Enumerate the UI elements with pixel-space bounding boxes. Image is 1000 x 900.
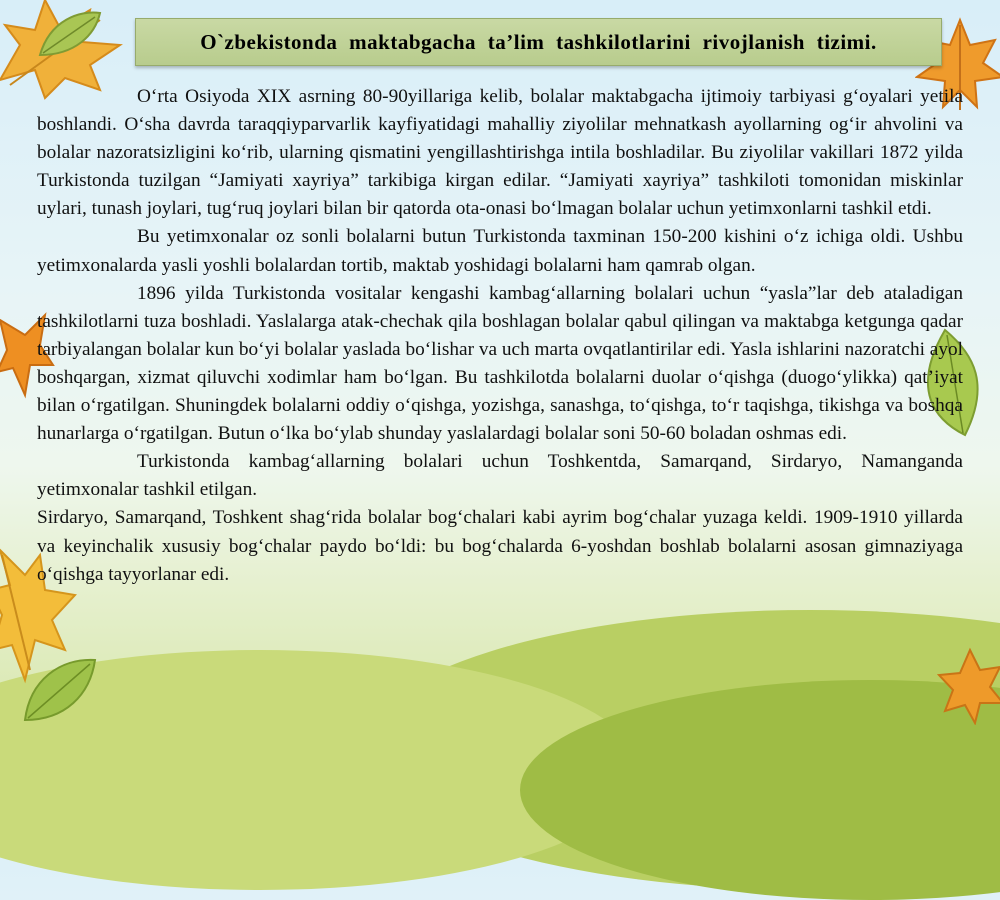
autumn-leaf-right-bottom-icon — [935, 645, 1000, 725]
green-leaf-left-bottom-icon — [20, 650, 100, 730]
paragraph-1: O‘rta Osiyoda XIX asrning 80-90yillariga kelib, bolalar maktabgacha ijtimoiy tarbiyasi g‘oyalari yetila boshlandi. O‘sha davrda taraqqiyparvarlik kayfiyatidagi mahalliy ziyolilar mehnatkash ayollarning og‘ir ahvolini va bolalar nazoratsizligini ko‘rib, ularning qismatini yengillashtirishga intila boshladilar. Bu ziyolilar vakillari 1872 yilda Turkistonda tuzilgan “Jamiyati xayriya” tarkibiga kirgan edilar. “Jamiyati xayriya” tashkiloti tomonidan miskinlar uylari, tunash joylari, tug‘ruq joylari bilan bir qatorda ota-onasi bo‘lmagan bolalar uchun yetimxonlarni tashkil etdi. — [37, 86, 963, 220]
paragraph-5: Sirdaryo, Samarqand, Toshkent shag‘rida bolalar bog‘chalari kabi ayrim bog‘chalar yuzaga keldi. 1909-1910 yillarda va keyinchalik xususiy bog‘chalar paydo bo‘ldi: bu bog‘chalarda 6-yoshdan boshlab bolalarni asosan gimnaziyaga o‘qishga tayyorlanar edi. — [37, 507, 963, 585]
title-banner — [135, 18, 942, 66]
paragraph-2: Bu yetimxonalar oz sonli bolalarni butun Turkistonda taxminan 150-200 kishini o‘z ichiga oldi. Ushbu yetimxonalarda yasli yoshli bolalardan tortib, maktab yoshidagi bolalarni ham qamrab olgan. — [37, 226, 963, 276]
green-leaf-top-left-icon — [35, 5, 105, 65]
slide-body — [37, 83, 963, 589]
paragraph-4: Turkistonda kambag‘allarning bolalari uchun Toshkentda, Samarqand, Sirdaryo, Namanganda yetimxonalar tashkil etilgan. — [37, 451, 963, 501]
paragraph-3: 1896 yilda Turkistonda vositalar kengashi kambag‘allarning bolalari uchun “yasla”lar deb ataladigan tashkilotlarni tuza boshladi. Yaslalarga atak-chechak qila boshlagan bolalar qabul qilingan va maktabga ketgunga qadar tarbiyalangan bolalar kun bo‘yi bolalar yaslada bo‘lishar va uch marta ovqatlantirilar edi. Yasla ishlarini nazoratchi ayol boshqargan, xizmat qiluvchi xodimlar ham bo‘lgan. Bu tashkilotda bolalarni duolar o‘qishga (duogo‘ylikka) qat’iyat bilan o‘rgatilgan. Shuningdek bolalarni oddiy o‘qishga, yozishga, sanashga, to‘qishga, to‘r taqishga, tikishga va boshqa hunarlarga o‘rgatilgan. Butun o‘lka bo‘ylab shunday yaslalardagi bolalar soni 50-60 boladan oshmas edi. — [37, 282, 963, 445]
slide-title: O`zbekistonda maktabgacha ta’lim tashkilotlarini rivojlanish tizimi. — [200, 29, 877, 54]
